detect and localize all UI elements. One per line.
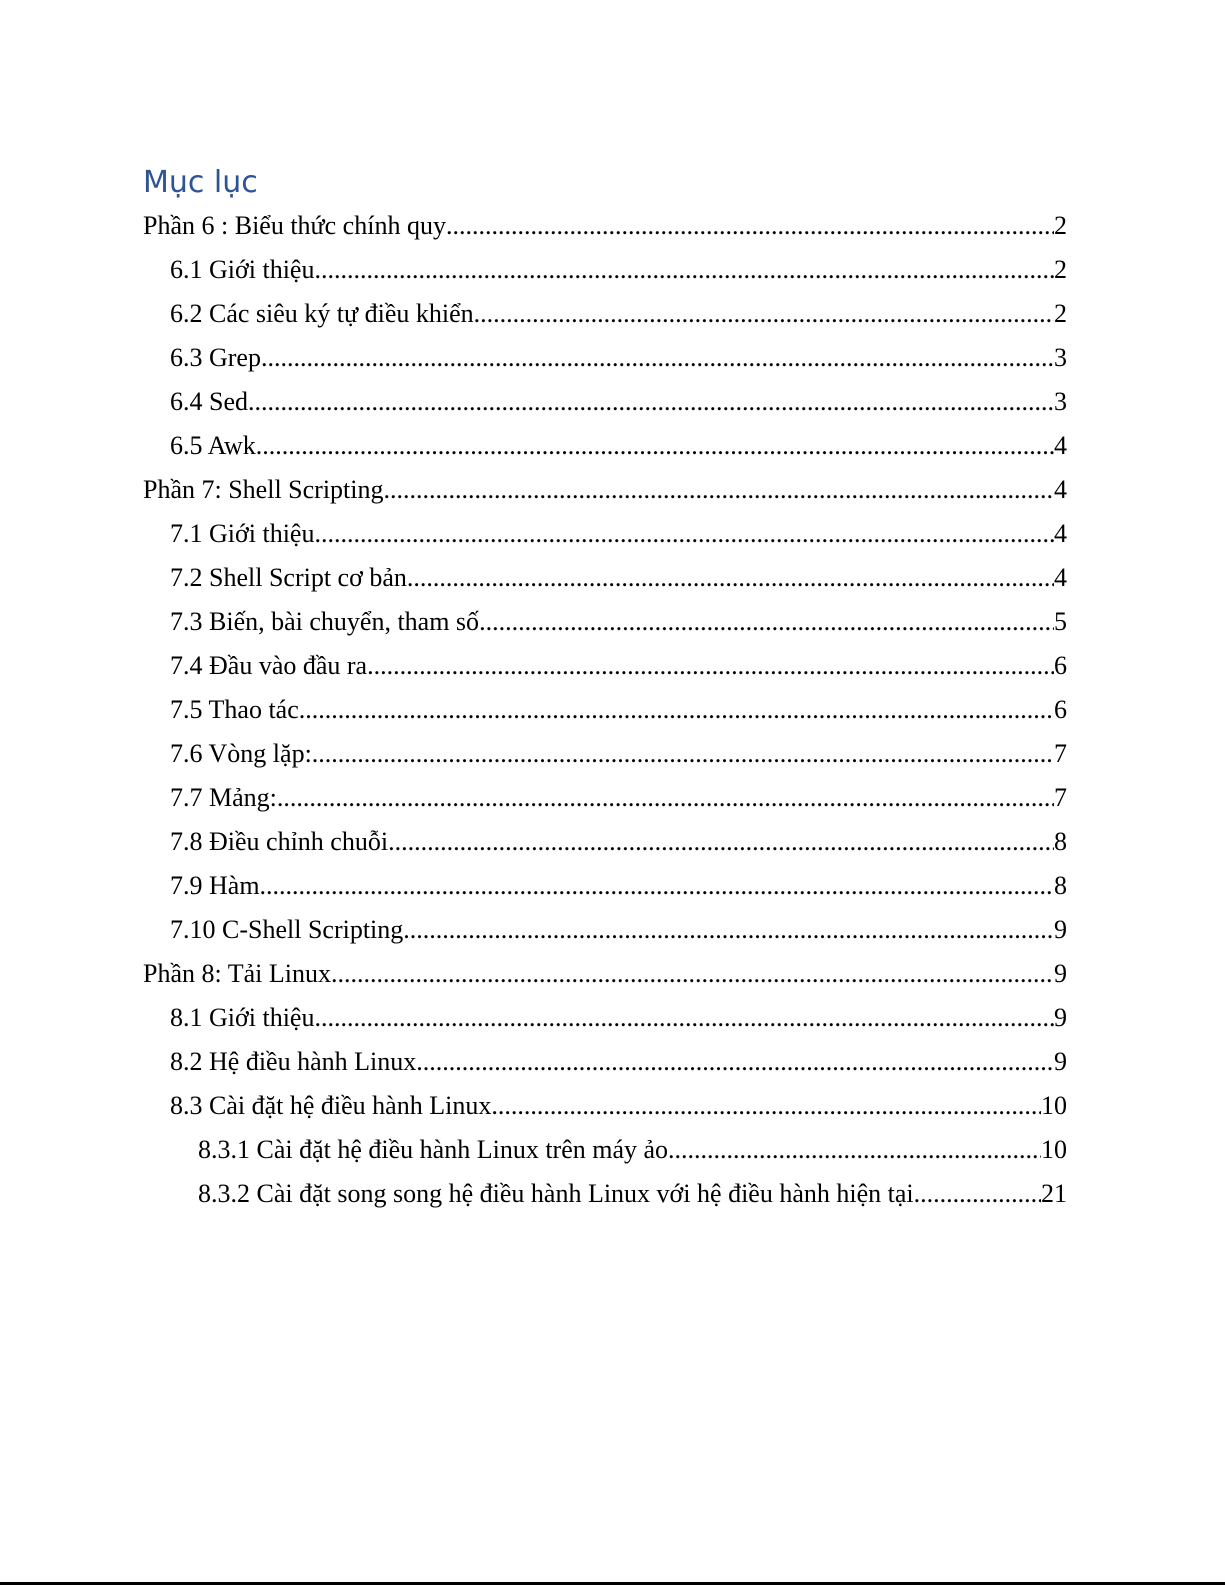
toc-leader-dots <box>331 958 1054 990</box>
toc-entry-page: 4 <box>1054 475 1067 504</box>
toc-leader-dots <box>403 914 1054 946</box>
toc-entry-title: 6.2 Các siêu ký tự điều khiển <box>170 299 474 328</box>
toc-entry[interactable] <box>170 726 1067 770</box>
toc-entry[interactable] <box>170 286 1067 330</box>
toc-entry-title: Phần 7: Shell Scripting <box>143 475 384 504</box>
toc-entry[interactable] <box>143 198 1067 242</box>
toc-entry-page: 9 <box>1054 1047 1067 1076</box>
toc-leader-dots <box>314 254 1054 286</box>
toc-entry-title: 6.5 Awk <box>170 431 256 460</box>
toc-entry-page: 2 <box>1054 211 1067 240</box>
toc-entry-page: 9 <box>1054 1003 1067 1032</box>
toc-entry[interactable] <box>170 418 1067 462</box>
toc-entry[interactable] <box>170 858 1067 902</box>
toc-entry[interactable] <box>198 1166 1067 1210</box>
toc-entry[interactable] <box>170 242 1067 286</box>
toc-entry-title: 7.10 C-Shell Scripting <box>170 915 404 944</box>
toc-entry-title: 7.1 Giới thiệu <box>170 519 315 548</box>
toc-entry-page: 21 <box>1041 1179 1067 1208</box>
toc-entry-title: 8.2 Hệ điều hành Linux <box>170 1047 417 1076</box>
toc-entry-title: 8.3.2 Cài đặt song song hệ điều hành Linux với hệ điều hành hiện tại <box>198 1179 914 1208</box>
toc-entry[interactable] <box>170 594 1067 638</box>
toc-entry-title: 8.3.1 Cài đặt hệ điều hành Linux trên máy ảo <box>198 1135 669 1164</box>
toc-entry-page: 9 <box>1054 959 1067 988</box>
toc-entry-page: 6 <box>1054 651 1067 680</box>
toc-entry-page: 3 <box>1054 387 1067 416</box>
toc-entry[interactable] <box>198 1122 1067 1166</box>
toc-entry[interactable] <box>170 682 1067 726</box>
toc-leader-dots <box>248 386 1054 418</box>
toc-leader-dots <box>446 210 1054 242</box>
toc-leader-dots <box>388 826 1054 858</box>
toc-entry[interactable] <box>170 814 1067 858</box>
toc-entry-title: 7.4 Đầu vào đầu ra <box>170 651 368 680</box>
toc-leader-dots <box>314 518 1054 550</box>
toc-entry[interactable] <box>170 990 1067 1034</box>
toc-leader-dots <box>261 342 1054 374</box>
toc-leader-dots <box>384 474 1055 506</box>
toc-entry[interactable] <box>170 638 1067 682</box>
toc-entry-page: 10 <box>1041 1135 1067 1164</box>
toc-leader-dots <box>416 1046 1054 1078</box>
toc-leader-dots <box>491 1090 1041 1122</box>
toc-entry-page: 8 <box>1054 827 1067 856</box>
toc-entry-page: 4 <box>1054 563 1067 592</box>
toc-entry[interactable] <box>170 506 1067 550</box>
toc-entry-page: 5 <box>1054 607 1067 636</box>
toc-entry-title: 6.4 Sed <box>170 387 248 416</box>
toc-leader-dots <box>277 782 1054 814</box>
toc-entry-title: 8.1 Giới thiệu <box>170 1003 315 1032</box>
toc-entry[interactable] <box>143 946 1067 990</box>
toc-entry-page: 4 <box>1054 431 1067 460</box>
toc-entry-page: 10 <box>1041 1091 1067 1120</box>
toc-entry[interactable] <box>170 374 1067 418</box>
toc-heading: Mục lục <box>143 165 258 200</box>
toc-entry-title: 6.3 Grep <box>170 343 261 372</box>
toc-entry-page: 9 <box>1054 915 1067 944</box>
toc-entry-page: 2 <box>1054 299 1067 328</box>
toc-entry-title: 7.6 Vòng lặp: <box>170 739 312 768</box>
toc-entry-title: 7.8 Điều chỉnh chuỗi <box>170 827 389 856</box>
toc-entry[interactable] <box>170 770 1067 814</box>
toc-entry[interactable] <box>170 1078 1067 1122</box>
toc-leader-dots <box>299 694 1054 726</box>
toc-entry-title: Phần 8: Tải Linux <box>143 959 332 988</box>
toc-entry-title: 8.3 Cài đặt hệ điều hành Linux <box>170 1091 492 1120</box>
toc-leader-dots <box>256 430 1054 462</box>
toc-entry-page: 2 <box>1054 255 1067 284</box>
toc-entry[interactable] <box>170 550 1067 594</box>
toc-leader-dots <box>407 562 1054 594</box>
toc-entry-title: 7.3 Biến, bài chuyển, tham số <box>170 607 480 636</box>
toc-entry-title: 7.7 Mảng: <box>170 783 277 812</box>
toc-entry[interactable] <box>143 462 1067 506</box>
toc-entry-page: 8 <box>1054 871 1067 900</box>
toc-entry-page: 3 <box>1054 343 1067 372</box>
toc-entry[interactable] <box>170 902 1067 946</box>
toc-entry[interactable] <box>170 1034 1067 1078</box>
toc-leader-dots <box>914 1178 1041 1210</box>
toc-entry-title: 6.1 Giới thiệu <box>170 255 315 284</box>
toc-entry-page: 7 <box>1054 783 1067 812</box>
toc-leader-dots <box>474 298 1054 330</box>
toc-entry-title: 7.9 Hàm <box>170 871 260 900</box>
toc-leader-dots <box>314 1002 1054 1034</box>
toc-entry-page: 6 <box>1054 695 1067 724</box>
toc-entry[interactable] <box>170 330 1067 374</box>
toc-leader-dots <box>312 738 1054 770</box>
toc-leader-dots <box>479 606 1054 638</box>
toc-leader-dots <box>668 1134 1041 1166</box>
toc-entry-title: 7.5 Thao tác <box>170 695 299 724</box>
toc-entry-page: 7 <box>1054 739 1067 768</box>
toc-leader-dots <box>367 650 1054 682</box>
toc-entry-title: 7.2 Shell Script cơ bản <box>170 563 407 592</box>
toc-entry-page: 4 <box>1054 519 1067 548</box>
toc-leader-dots <box>260 870 1054 902</box>
toc-entry-title: Phần 6 : Biểu thức chính quy <box>143 211 446 240</box>
